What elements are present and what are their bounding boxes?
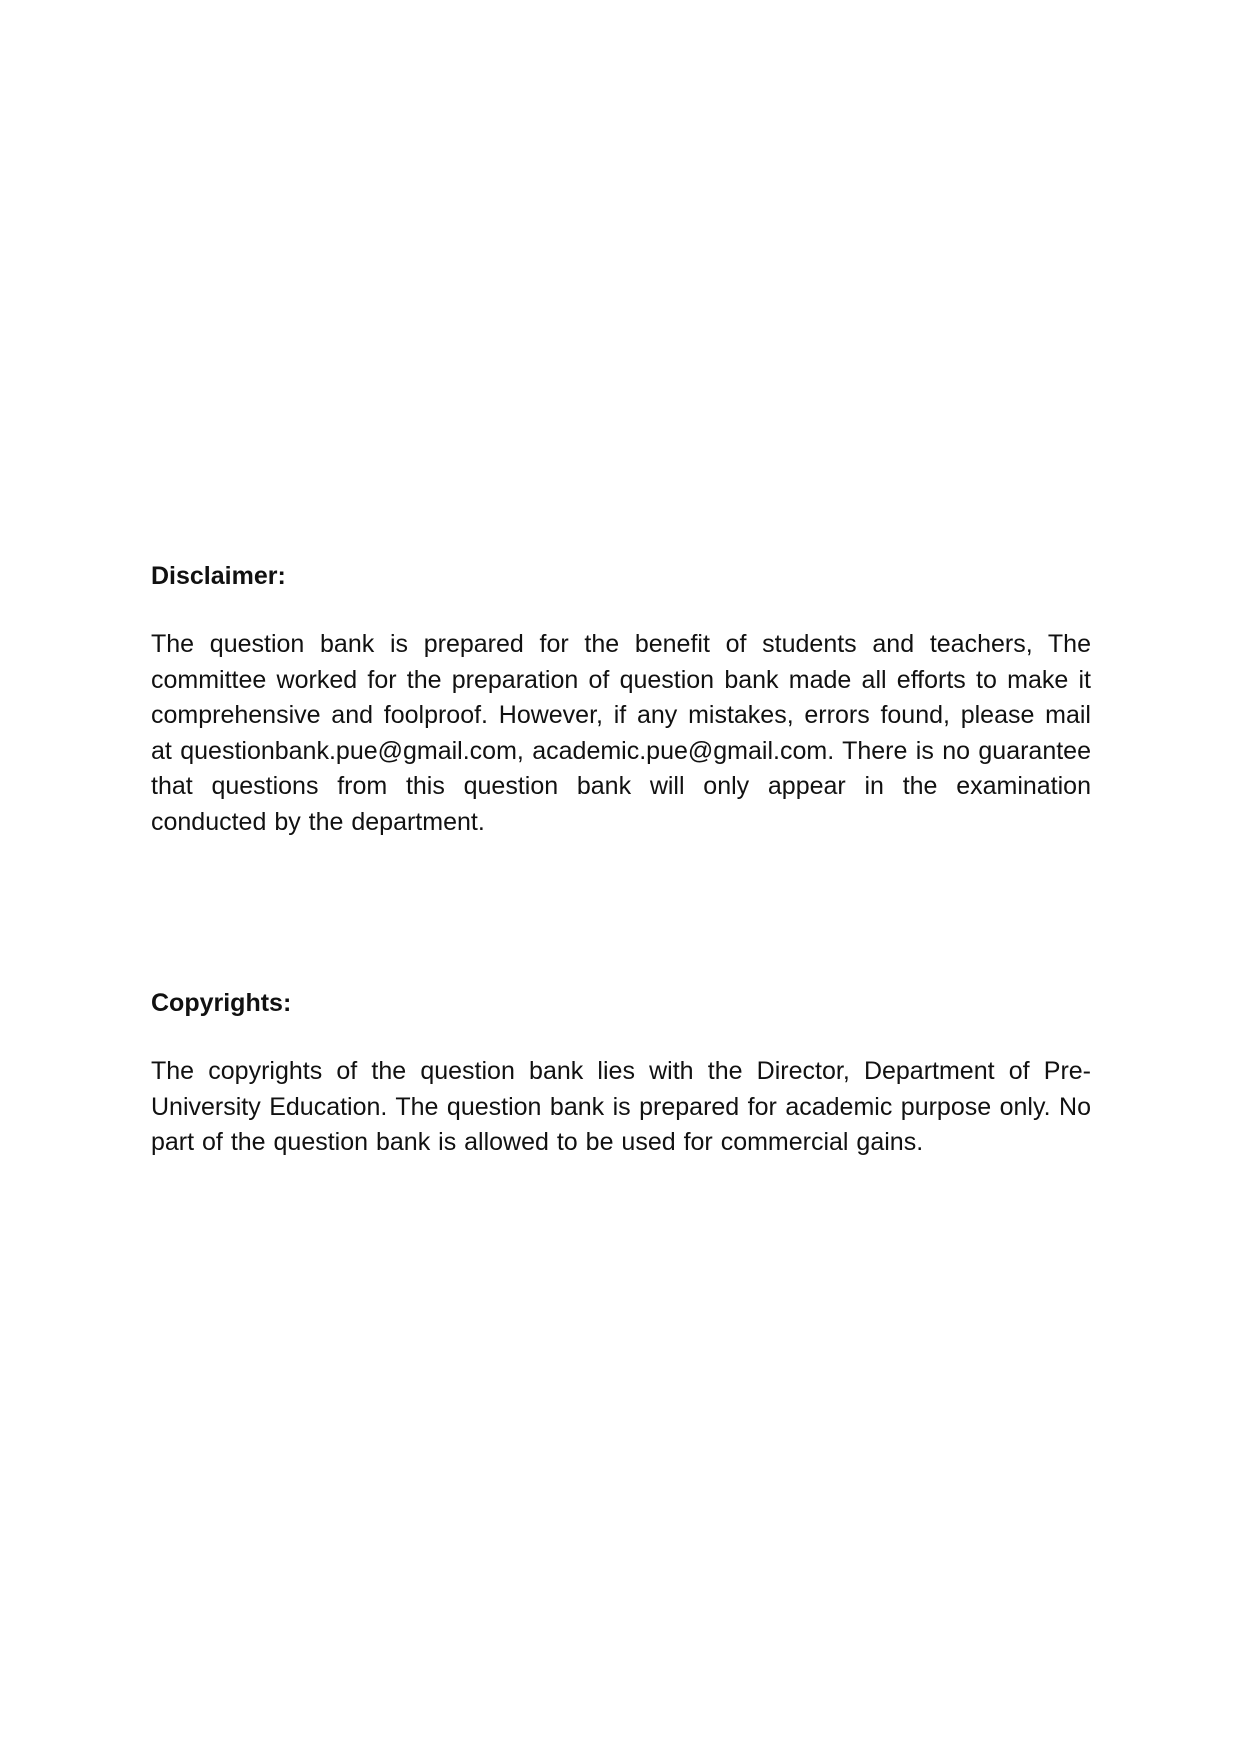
disclaimer-heading: Disclaimer: — [151, 562, 286, 590]
copyrights-text: The copyrights of the question bank lies with the Director, Department of Pre-University Education. The question bank is prepared for academic purpose only. No part of the question bank is allowed to be used for commercial gains. — [151, 1057, 1091, 1157]
copyrights-section — [151, 987, 1091, 1161]
copyrights-heading: Copyrights: — [151, 989, 292, 1017]
disclaimer-section — [151, 560, 1091, 841]
disclaimer-text: The question bank is prepared for the benefit of students and teachers, The committee worked for the preparation of question bank made all efforts to make it comprehensive and foolproof. However, if any mistakes, errors found, please mail at questionbank.pue@gmail.com, academic.pue@gmail.com. There is no guarantee that questions from this question bank will only appear in the examination conducted by the department. — [151, 630, 1091, 836]
